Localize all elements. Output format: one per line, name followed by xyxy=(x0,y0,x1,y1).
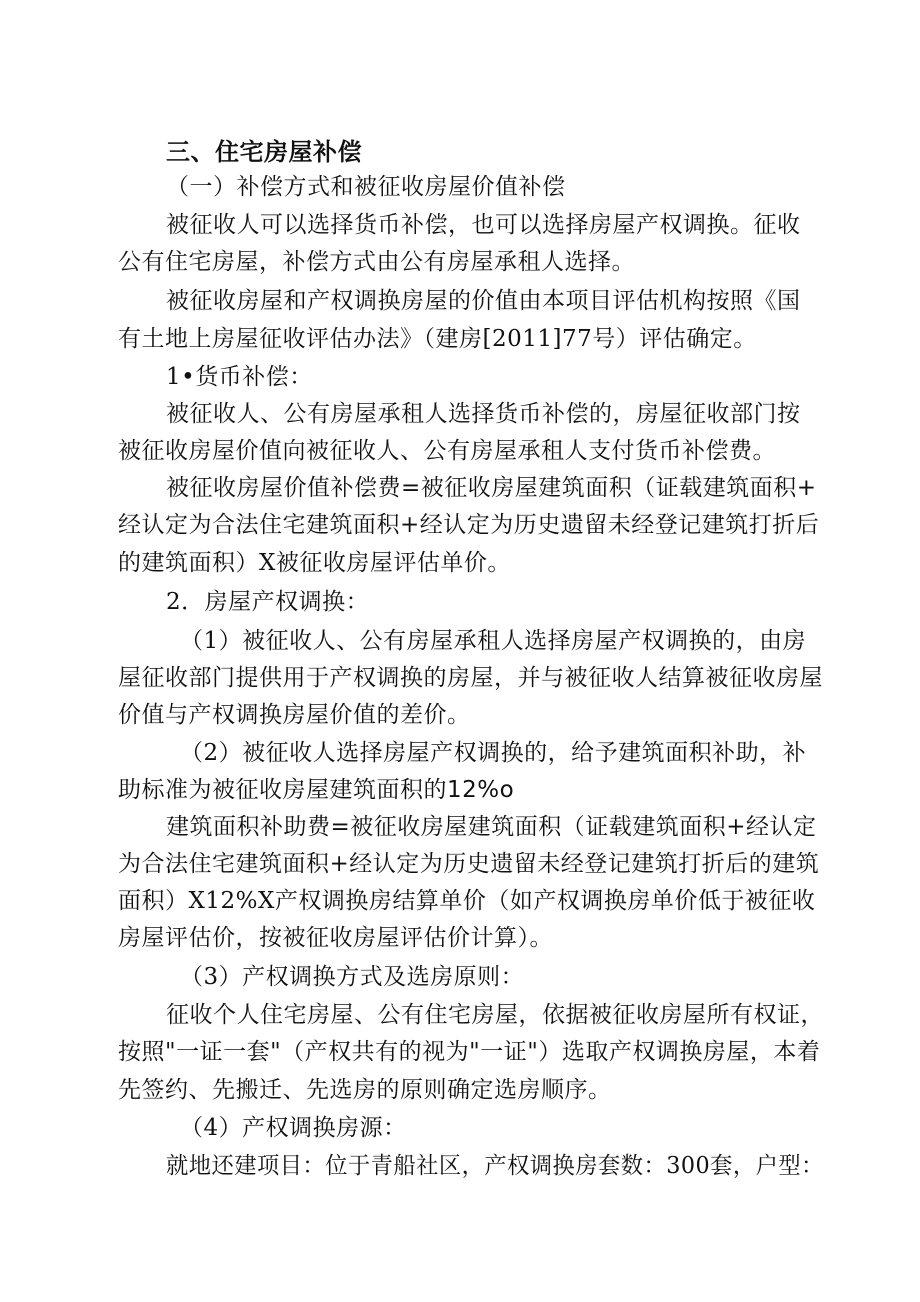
section-title: 三、住宅房屋补偿 xyxy=(166,138,362,166)
paragraph-line: （2）被征收人选择房屋产权调换的，给予建筑面积补助，补 xyxy=(180,740,807,766)
paragraph-line: 建筑面积补助费=被征收房屋建筑面积（证载建筑面积+经认定 xyxy=(166,814,817,840)
paragraph-line: 被征收人可以选择货币补偿，也可以选择房屋产权调换。征收 xyxy=(166,212,801,238)
paragraph-line: 为合法住宅建筑面积+经认定为历史遗留未经登记建筑打折后的建筑 xyxy=(118,851,820,877)
paragraph-line: 有土地上房屋征收评估办法》（建房[2011]77号）评估确定。 xyxy=(118,326,757,352)
paragraph-line: 面积）X12%X产权调换房结算单价（如产权调换房单价低于被征收 xyxy=(118,888,816,914)
paragraph-line: 助标准为被征收房屋建筑面积的12%o xyxy=(118,777,515,803)
paragraph-line: 价值与产权调换房屋价值的差价。 xyxy=(118,702,471,728)
paragraph-line: 被征收房屋价值补偿费=被征收房屋建筑面积（证载建筑面积+ xyxy=(166,475,817,501)
paragraph-line: 按照"一证一套"（产权共有的视为"一证"）选取产权调换房屋，本着 xyxy=(118,1039,821,1065)
paragraph-line: 公有住宅房屋，补偿方式由公有房屋承租人选择。 xyxy=(118,249,635,275)
paragraph-line: 屋征收部门提供用于产权调换的房屋，并与被征收人结算被征收房屋 xyxy=(118,665,823,691)
paragraph-line: 征收个人住宅房屋、公有住宅房屋，依据被征收房屋所有权证， xyxy=(166,1002,824,1028)
paragraph-line: （1）被征收人、公有房屋承租人选择房屋产权调换的，由房 xyxy=(180,628,807,654)
item-title: 2．房屋产权调换： xyxy=(166,589,370,615)
paragraph-line: 被征收房屋价值向被征收人、公有房屋承租人支付货币补偿费。 xyxy=(118,438,776,464)
paragraph-title: （4）产权调换房源： xyxy=(180,1115,407,1141)
paragraph-line: 被征收人、公有房屋承租人选择货币补偿的，房屋征收部门按 xyxy=(166,401,801,427)
item-title: 1•货币补偿： xyxy=(166,364,313,390)
paragraph-line: 的建筑面积）X被征收房屋评估单价。 xyxy=(118,550,511,576)
paragraph-line: 先签约、先搬迁、先选房的原则确定选房顺序。 xyxy=(118,1077,612,1103)
paragraph-line: 被征收房屋和产权调换房屋的价值由本项目评估机构按照《国 xyxy=(166,288,801,314)
paragraph-line: 房屋评估价，按被征收房屋评估价计算）。 xyxy=(118,925,553,951)
paragraph-line: 就地还建项目：位于青船社区，产权调换房套数：300套，户型： xyxy=(166,1153,824,1179)
paragraph-line: 经认定为合法住宅建筑面积+经认定为历史遗留未经登记建筑打折后 xyxy=(118,512,820,538)
subsection-title: （一）补偿方式和被征收房屋价值补偿 xyxy=(166,174,566,200)
paragraph-title: （3）产权调换方式及选房原则： xyxy=(180,964,525,990)
